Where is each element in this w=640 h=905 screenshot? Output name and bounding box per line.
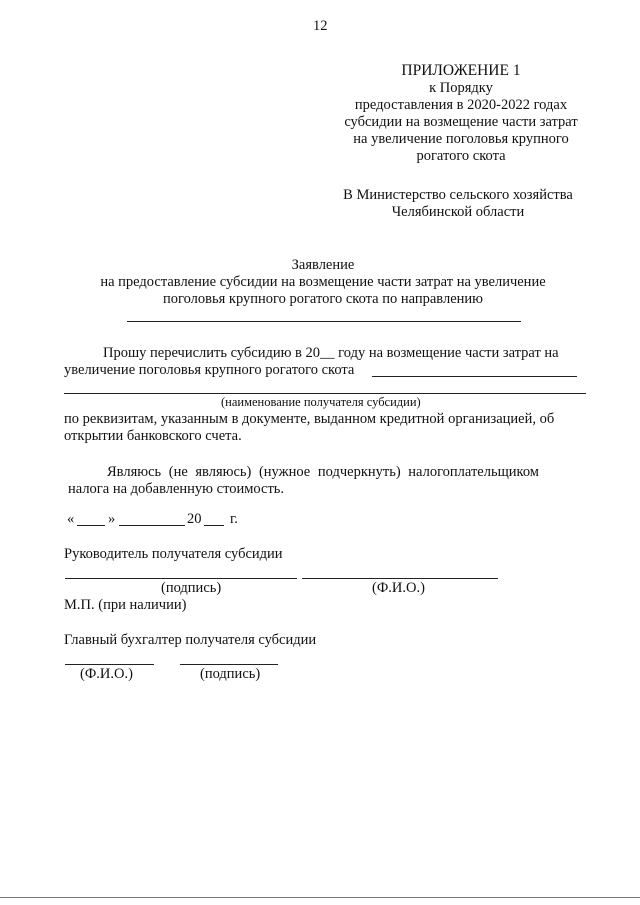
accountant-signature-caption: (подпись) bbox=[200, 666, 261, 682]
addressee-line: Челябинской области bbox=[391, 204, 525, 220]
stamp-label: М.П. (при наличии) bbox=[64, 597, 187, 613]
accountant-name-caption: (Ф.И.О.) bbox=[80, 666, 133, 682]
addressee-block bbox=[330, 187, 586, 221]
appendix-line: на увеличение поголовья крупного bbox=[353, 131, 569, 147]
appendix-line: предоставления в 2020-2022 годах bbox=[354, 97, 568, 113]
head-signature-line bbox=[65, 578, 297, 579]
head-signature-caption: (подпись) bbox=[161, 580, 222, 596]
recipient-blank-line bbox=[372, 376, 577, 377]
statement-subtitle: поголовья крупного рогатого скота по направлению bbox=[163, 291, 483, 307]
accountant-signature-line bbox=[180, 664, 278, 665]
accountant-name-line bbox=[65, 664, 154, 665]
appendix-title: ПРИЛОЖЕНИЕ 1 bbox=[401, 62, 521, 79]
head-name-line bbox=[302, 578, 498, 579]
accountant-label: Главный бухгалтер получателя субсидии bbox=[64, 632, 317, 648]
vat-line: Являюсь (не являюсь) (нужное подчеркнуть) налогоплательщиком bbox=[107, 464, 539, 480]
date-close-quote: » bbox=[108, 511, 116, 527]
request-line: Прошу перечислить субсидию в 20__ году на возмещение части затрат на bbox=[103, 345, 559, 361]
vat-line: налога на добавленную стоимость. bbox=[68, 481, 285, 497]
statement-title: Заявление bbox=[291, 257, 355, 273]
year-blank bbox=[204, 525, 224, 526]
month-blank bbox=[119, 525, 185, 526]
date-year-prefix: 20 bbox=[187, 511, 202, 527]
request-line: открытии банковского счета. bbox=[64, 428, 242, 444]
appendix-line: к Порядку bbox=[429, 80, 493, 96]
recipient-caption: (наименование получателя субсидии) bbox=[221, 395, 421, 409]
appendix-block bbox=[340, 62, 582, 165]
request-line: увеличение поголовья крупного рогатого скота bbox=[64, 362, 355, 378]
statement-heading bbox=[60, 257, 586, 308]
date-open-quote: « bbox=[67, 511, 75, 527]
request-line: по реквизитам, указанным в документе, выданном кредитной организацией, об bbox=[64, 411, 555, 427]
date-line bbox=[67, 511, 267, 529]
statement-subtitle: на предоставление субсидии на возмещение части затрат на увеличение bbox=[100, 274, 546, 290]
date-year-suffix: г. bbox=[230, 511, 238, 527]
page-bottom-border bbox=[0, 897, 640, 898]
direction-blank-line bbox=[127, 321, 521, 322]
head-name-caption: (Ф.И.О.) bbox=[372, 580, 425, 596]
head-label: Руководитель получателя субсидии bbox=[64, 546, 283, 562]
appendix-line: субсидии на возмещение части затрат bbox=[344, 114, 578, 130]
appendix-line: рогатого скота bbox=[416, 148, 506, 164]
page-number: 12 bbox=[313, 18, 328, 34]
addressee-line: В Министерство сельского хозяйства bbox=[343, 187, 573, 203]
recipient-blank-line bbox=[64, 393, 586, 394]
day-blank bbox=[77, 525, 105, 526]
